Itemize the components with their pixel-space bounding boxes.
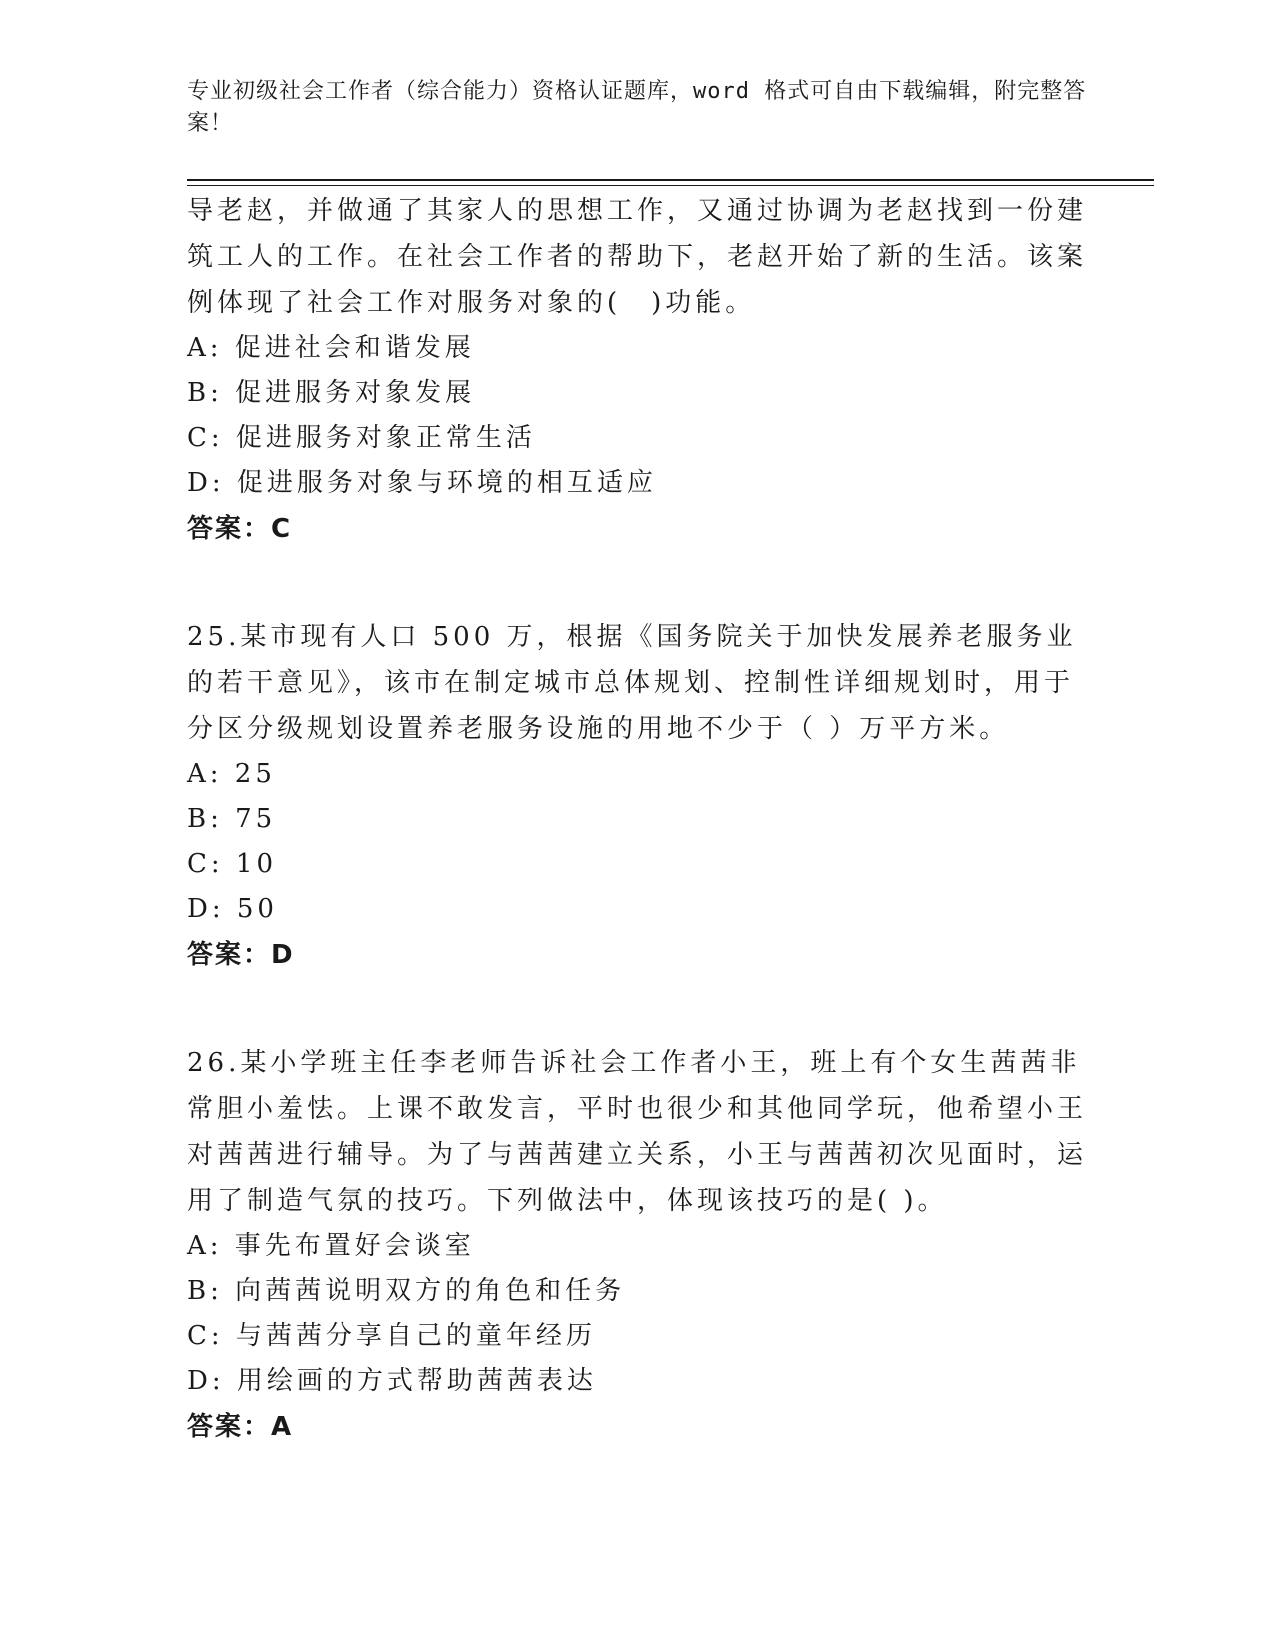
question-list <box>187 188 1087 1450</box>
option-b: B: 75 <box>187 804 277 834</box>
option-c: C: 10 <box>187 849 278 879</box>
header-rule-thin <box>187 185 1154 186</box>
option-a: A: 事先布置好会谈室 <box>187 1231 475 1261</box>
question-stem: 25.某市现有人口 500 万，根据《国务院关于加快发展养老服务业的若干意见》，该市在制定城市总体规划、控制性详细规划时，用于分区分级规划设置养老服务设施的用地不少于（ ）万平方米。 <box>187 622 1077 744</box>
answer-line: 答案：A <box>187 1412 294 1442</box>
header-rule-thick <box>187 179 1154 181</box>
option-d: D: 促进服务对象与环境的相互适应 <box>187 468 657 498</box>
option-b: B: 促进服务对象发展 <box>187 378 476 408</box>
option-d: D: 50 <box>187 894 278 924</box>
question-block <box>187 614 1087 978</box>
question-block <box>187 1040 1087 1450</box>
question-stem: 26.某小学班主任李老师告诉社会工作者小王，班上有个女生茜茜非常胆小羞怯。上课不敢发言，平时也很少和其他同学玩，他希望小王对茜茜进行辅导。为了与茜茜建立关系，小王与茜茜初次见面时，运用了制造气氛的技巧。下列做法中，体现该技巧的是( )。 <box>187 1048 1088 1216</box>
answer-line: 答案：C <box>187 514 293 544</box>
question-spacer <box>187 978 1087 1040</box>
option-c: C: 与茜茜分享自己的童年经历 <box>187 1321 596 1351</box>
answer-line: 答案：D <box>187 940 295 970</box>
question-spacer <box>187 552 1087 614</box>
document-header: 专业初级社会工作者（综合能力）资格认证题库，word 格式可自由下载编辑，附完整答案！ <box>187 79 1087 136</box>
option-a: A: 促进社会和谐发展 <box>187 333 475 363</box>
option-a: A: 25 <box>187 759 276 789</box>
question-block <box>187 188 1087 552</box>
option-c: C: 促进服务对象正常生活 <box>187 423 536 453</box>
option-d: D: 用绘画的方式帮助茜茜表达 <box>187 1366 597 1396</box>
question-stem: 导老赵，并做通了其家人的思想工作，又通过协调为老赵找到一份建筑工人的工作。在社会工作者的帮助下，老赵开始了新的生活。该案例体现了社会工作对服务对象的( )功能。 <box>187 196 1088 318</box>
option-b: B: 向茜茜说明双方的角色和任务 <box>187 1276 626 1306</box>
